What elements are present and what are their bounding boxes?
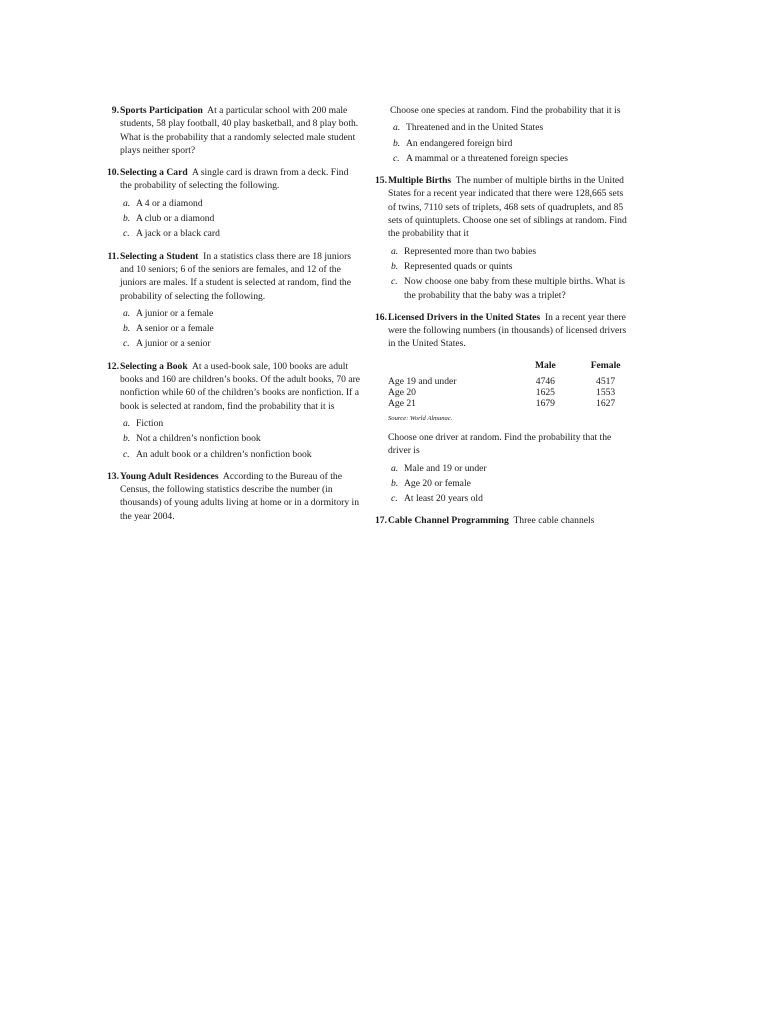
problem-text: Choose one species at random. Find the probability that it is bbox=[390, 105, 621, 116]
problem-parts bbox=[120, 417, 361, 461]
problem-13 bbox=[103, 470, 361, 523]
problem-text: In a recent year there were the following numbers (in thousands) of licensed drivers in the United States. bbox=[388, 311, 627, 350]
table-row bbox=[388, 387, 633, 398]
problem-part bbox=[120, 307, 361, 320]
table-cell: Age 20 bbox=[388, 387, 416, 399]
part-label: a. bbox=[391, 245, 399, 257]
part-label: a. bbox=[123, 417, 131, 429]
problem-part bbox=[120, 322, 361, 335]
problem-16 bbox=[371, 311, 633, 506]
table-cell: 1679 bbox=[535, 398, 555, 410]
part-text: A 4 or a diamond bbox=[136, 197, 203, 209]
part-text: Fiction bbox=[136, 417, 164, 429]
table-header-cell: Male bbox=[534, 359, 556, 371]
part-label: c. bbox=[393, 152, 400, 164]
drivers-table bbox=[388, 358, 633, 410]
problem-title: Cable Channel Programming bbox=[388, 515, 509, 527]
problem-number: 15. bbox=[375, 175, 387, 187]
problem-part bbox=[388, 492, 633, 505]
part-label: b. bbox=[391, 260, 399, 272]
part-text: Represented more than two babies bbox=[404, 245, 537, 257]
problem-text: Choose one driver at random. Find the probability that the driver is bbox=[388, 431, 612, 457]
problem-parts bbox=[120, 307, 361, 351]
problem-title: Young Adult Residences bbox=[120, 470, 219, 482]
problem-part bbox=[120, 417, 361, 430]
problem-part bbox=[120, 432, 361, 445]
problem-part bbox=[390, 121, 633, 134]
problem-parts bbox=[390, 121, 633, 165]
problem-part bbox=[388, 245, 633, 258]
part-label: c. bbox=[391, 276, 398, 288]
part-text: A senior or a female bbox=[136, 323, 214, 335]
problem-text: The number of multiple births in the United States for a recent year indicated that there were 128,665 sets of twins, 7110 sets of triplets, 468 sets of quadruplets, and 85 sets of quintuplets. Choose one set of siblings at random. Find the probability that it bbox=[388, 175, 627, 240]
part-label: c. bbox=[123, 448, 130, 460]
part-label: a. bbox=[123, 307, 131, 319]
problem-number: 17. bbox=[375, 515, 387, 527]
table-row bbox=[388, 376, 633, 387]
problem-14-continued bbox=[371, 104, 633, 165]
part-text: A club or a diamond bbox=[136, 213, 215, 225]
problem-title: Selecting a Student bbox=[120, 250, 199, 262]
table-header-cell bbox=[388, 358, 518, 376]
part-text: Now choose one baby from these multiple births. What is the probability that the baby was a triplet? bbox=[404, 276, 625, 301]
table-cell: 1625 bbox=[535, 387, 555, 399]
problem-number: 9. bbox=[111, 105, 119, 116]
problem-number: 16. bbox=[375, 311, 387, 323]
problem-17 bbox=[371, 514, 633, 526]
problem-part bbox=[388, 275, 633, 302]
problem-text: According to the Bureau of the Census, the following statistics describe the number (in thousands) of young adults living at home or in a dormitory in the year 2004. bbox=[120, 470, 360, 522]
problem-part bbox=[388, 462, 633, 475]
table-cell: 1627 bbox=[596, 398, 616, 410]
table-cell: Age 19 and under bbox=[388, 376, 457, 388]
part-text: An endangered foreign bird bbox=[406, 137, 513, 149]
part-label: c. bbox=[123, 228, 130, 240]
problem-title: Sports Participation bbox=[120, 105, 203, 116]
problem-part bbox=[120, 197, 361, 210]
part-label: b. bbox=[123, 213, 131, 225]
problem-12 bbox=[103, 360, 361, 461]
part-label: b. bbox=[123, 433, 131, 445]
part-label: a. bbox=[391, 462, 399, 474]
problem-text: At a particular school with 200 male students, 58 play football, 40 play basketball, and 8 play both. What is the probability that a randomly selected male student plays neither sport? bbox=[120, 105, 359, 156]
problem-number: 11. bbox=[107, 250, 119, 262]
problem-number: 10. bbox=[107, 167, 119, 179]
problem-title: Selecting a Card bbox=[120, 167, 188, 179]
problem-part bbox=[390, 137, 633, 150]
problem-15 bbox=[371, 174, 633, 302]
part-label: b. bbox=[391, 477, 399, 489]
table-source: Source: World Almanac. bbox=[388, 414, 453, 422]
table-cell: Age 21 bbox=[388, 398, 416, 410]
table-cell: 4517 bbox=[596, 376, 616, 388]
part-label: c. bbox=[123, 338, 130, 350]
problem-part bbox=[120, 448, 361, 461]
part-text: A junior or a senior bbox=[136, 338, 211, 350]
problem-title: Selecting a Book bbox=[120, 360, 188, 372]
problem-title: Multiple Births bbox=[388, 175, 452, 187]
part-text: A mammal or a threatened foreign species bbox=[406, 152, 568, 164]
part-text: An adult book or a children’s nonfiction book bbox=[136, 448, 312, 460]
problem-parts bbox=[388, 462, 633, 506]
part-text: Threatened and in the United States bbox=[406, 122, 544, 134]
problem-part bbox=[388, 477, 633, 490]
part-label: a. bbox=[123, 197, 131, 209]
problem-part bbox=[120, 337, 361, 350]
problem-text: In a statistics class there are 18 juniors and 10 seniors; 6 of the seniors are females, and 12 of the juniors are males. If a student is selected at random, find the probability of selecting the following. bbox=[120, 250, 352, 302]
part-label: c. bbox=[391, 493, 398, 505]
problem-part bbox=[120, 227, 361, 240]
problem-number: 12. bbox=[107, 360, 119, 372]
problem-part bbox=[388, 260, 633, 273]
problem-parts bbox=[388, 245, 633, 302]
table-row bbox=[388, 398, 633, 409]
problem-title: Licensed Drivers in the United States bbox=[388, 311, 541, 323]
table-header-row bbox=[388, 358, 633, 376]
problem-number: 13. bbox=[107, 470, 119, 482]
part-text: Not a children’s nonfiction book bbox=[136, 433, 261, 445]
problem-text: A single card is drawn from a deck. Find the probability of selecting the following. bbox=[120, 167, 349, 192]
problem-9 bbox=[103, 104, 361, 157]
part-text: A jack or a black card bbox=[136, 228, 220, 240]
problem-parts bbox=[120, 197, 361, 241]
right-column bbox=[371, 104, 633, 535]
part-text: Age 20 or female bbox=[404, 477, 471, 489]
part-label: b. bbox=[393, 137, 401, 149]
table-cell: 1553 bbox=[596, 387, 616, 399]
problem-part bbox=[390, 152, 633, 165]
problem-10 bbox=[103, 166, 361, 240]
left-column bbox=[103, 104, 361, 532]
part-text: Male and 19 or under bbox=[404, 462, 487, 474]
part-text: Represented quads or quints bbox=[404, 260, 513, 272]
problem-part bbox=[120, 212, 361, 225]
problem-text: At a used-book sale, 100 books are adult books and 160 are children’s books. Of the adult books, 70 are nonfiction while 60 of the children’s books are nonfiction. If a book is selected at random, find the probability that it is bbox=[120, 360, 361, 412]
part-text: At least 20 years old bbox=[404, 493, 483, 505]
part-label: b. bbox=[123, 323, 131, 335]
part-text: A junior or a female bbox=[136, 307, 214, 319]
problem-text: Three cable channels bbox=[513, 515, 595, 527]
problem-11 bbox=[103, 250, 361, 351]
part-label: a. bbox=[393, 122, 401, 134]
table-cell: 4746 bbox=[535, 376, 555, 388]
table-header-cell: Female bbox=[590, 359, 621, 371]
